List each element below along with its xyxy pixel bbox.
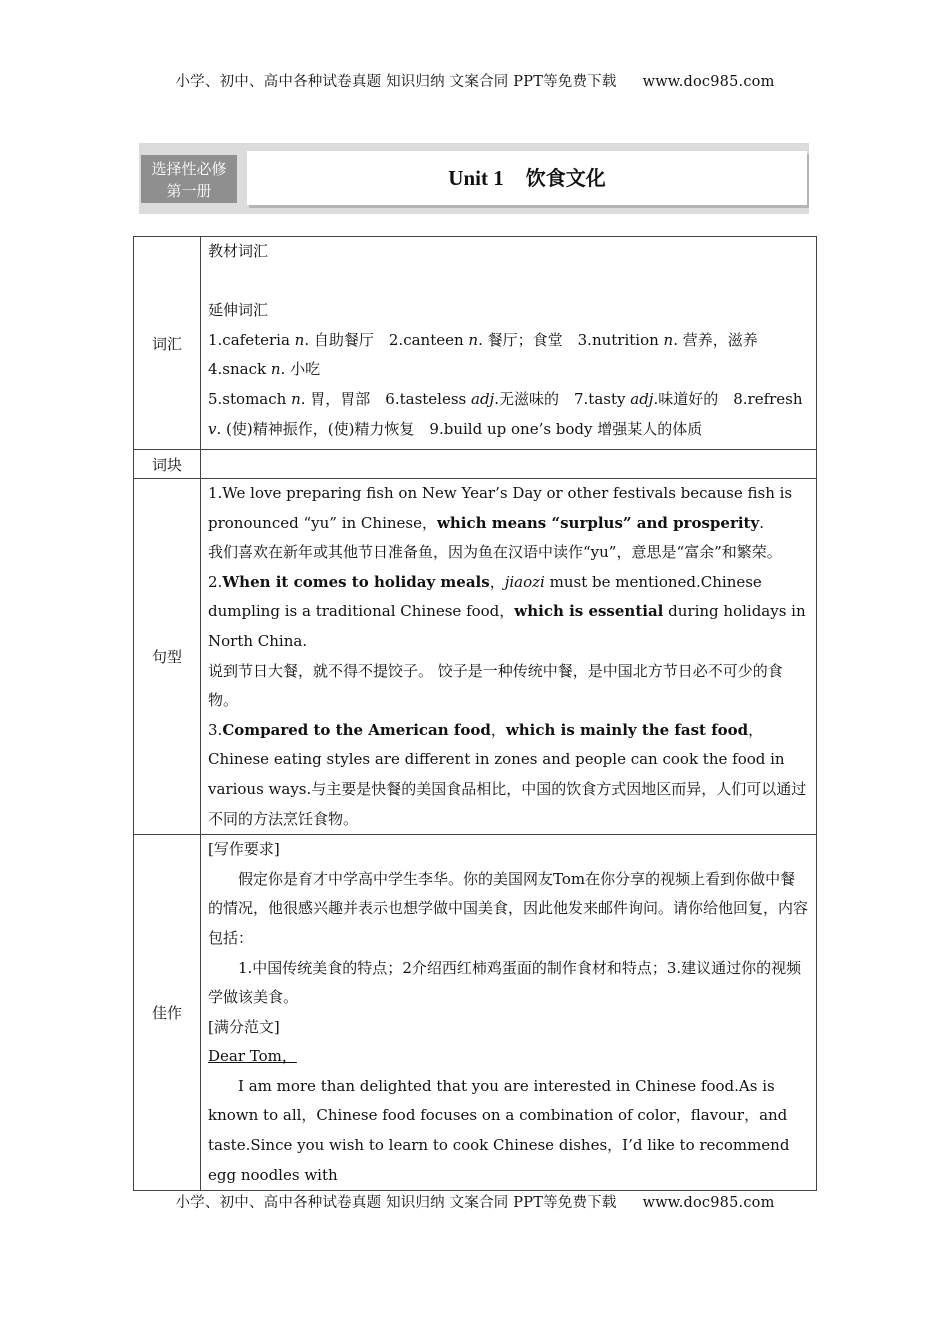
site-header — [0, 70, 950, 91]
badge-line1: 选择性必修 — [151, 160, 227, 178]
sentences-row — [134, 479, 817, 835]
writing-content — [201, 835, 817, 1191]
essay-greeting: Dear Tom， — [208, 1047, 297, 1066]
vocab-heading-extended: 延伸词汇 — [208, 301, 269, 320]
sentence-3: 3.Compared to the American food，which is mainly the fast food，Chinese eating styles are different in zones and people can cook the food in various ways.与主要是快餐的美国食品相比，中国的饮食方式因地区而异，人们可以通过不同的方法烹饪食物。 — [208, 720, 807, 828]
site-header-url[interactable]: www.doc985.com — [642, 74, 775, 90]
vocab-line: 4.snack n. 小吃 — [208, 360, 321, 379]
sentence-2-translation: 说到节日大餐，就不得不提饺子。 饺子是一种传统中餐，是中国北方节日必不可少的食物。 — [208, 661, 783, 710]
sentence-1: 1.We love preparing fish on New Year’s Day or other festivals because fish is pronounced “yu” in Chinese，which means “surplus” and prosperity. — [208, 484, 793, 532]
sentence-1-translation: 我们喜欢在新年或其他节日准备鱼，因为鱼在汉语中读作“yu”，意思是“富余”和繁荣。 — [208, 543, 782, 562]
unit-banner — [139, 143, 809, 214]
chunks-label: 词块 — [134, 450, 201, 479]
model-essay-heading: [满分范文] — [208, 1017, 280, 1036]
unit-title — [247, 151, 807, 205]
chunks-content — [201, 450, 817, 479]
writing-row — [134, 835, 817, 1191]
vocab-line: 1.cafeteria n. 自助餐厅 2.canteen n. 餐厅；食堂 3.nutrition n. 营养，滋养 — [208, 330, 758, 349]
sentences-content — [201, 479, 817, 835]
vocab-line: 5.stomach n. 胃，胃部 6.tasteless adj.无滋味的 7.tasty adj.味道好的 8.refresh — [208, 389, 803, 408]
site-footer-text: 小学、初中、高中各种试卷真题 知识归纳 文案合同 PPT等免费下载 — [175, 1195, 617, 1211]
writing-label: 佳作 — [134, 835, 201, 1191]
vocab-content — [201, 237, 817, 450]
site-header-text: 小学、初中、高中各种试卷真题 知识归纳 文案合同 PPT等免费下载 — [175, 74, 617, 90]
study-table — [133, 236, 817, 1191]
vocab-row — [134, 237, 817, 450]
writing-requirement-points: 1.中国传统美食的特点；2介绍西红柿鸡蛋面的制作食材和特点；3.建议通过你的视频学做该美食。 — [208, 958, 802, 1007]
vocab-heading-textbook: 教材词汇 — [208, 242, 269, 260]
site-footer — [0, 1191, 950, 1212]
vocab-label: 词汇 — [134, 237, 201, 450]
writing-requirement-heading: [写作要求] — [208, 840, 280, 859]
site-footer-url[interactable]: www.doc985.com — [642, 1195, 775, 1211]
unit-number: Unit 1 — [448, 166, 504, 190]
book-badge — [141, 155, 237, 203]
unit-topic: 饮食文化 — [525, 166, 606, 190]
essay-body: I am more than delighted that you are interested in Chinese food.As is known to all，Chinese food focuses on a combination of color，flavour，and taste.Since you wish to learn to cook Chinese dishes，I’d like to recommend egg noodles with — [208, 1076, 790, 1184]
writing-requirement: 假定你是育才中学高中学生李华。你的美国网友Tom在你分享的视频上看到你做中餐的情况，他很感兴趣并表示也想学做中国美食，因此他发来邮件询问。请你给他回复，内容包括： — [208, 869, 809, 947]
badge-line2: 第一册 — [166, 182, 212, 200]
chunks-row — [134, 450, 817, 479]
sentences-label: 句型 — [134, 479, 201, 835]
vocab-line: v. (使)精神振作，(使)精力恢复 9.build up one’s body 增强某人的体质 — [208, 419, 703, 438]
sentence-2: 2.When it comes to holiday meals，jiaozi must be mentioned.Chinese dumpling is a traditional Chinese food，which is essential during holidays in North China. — [208, 572, 806, 650]
